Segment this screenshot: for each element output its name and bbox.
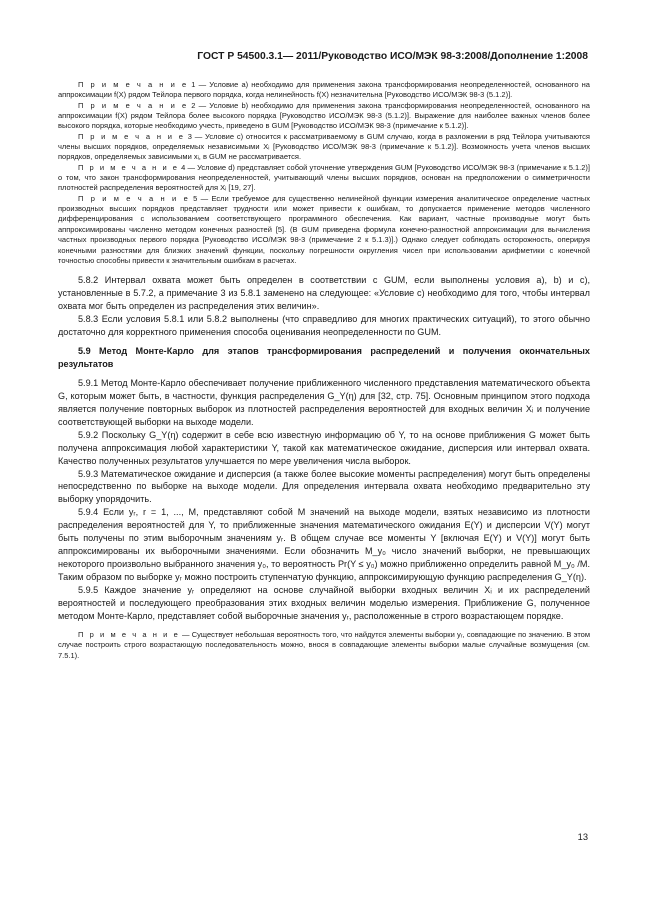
page-number: 13 bbox=[577, 832, 588, 842]
note-4: П р и м е ч а н и е 4 — Условие d) представляет собой уточнение утверждения GUM [Руководство ИСО/МЭК 98-3 (примечание к 5.1.2)] о том, что закон трансформирования неопределенностей, учитывающий члены высших порядков, основан на предположении о симметричности плотностей распределения вероятностей для Xᵢ [19, 27]. bbox=[58, 162, 590, 193]
page-content bbox=[58, 80, 590, 661]
note-5: П р и м е ч а н и е 5 — Если требуемое для существенно нелинейной функции измерения аналитическое определение частных производных высших порядков представляет трудности или может привести к ошибкам, то допускается применение методов численного дифференцирования с использованием соответствующего программного обеспечения. Как вариант, частные производные могут быть аппроксимированы численно методом конечных разностей [5]. (В GUM приведена формула конечно-разностной аппроксимации для вычисления частных производных первого порядка [Руководство ИСО/МЭК 98-3 (примечание 2 к 5.1.3)].) Однако следует соблюдать осторожность, оперируя конечными разностями для близких значений функции, поскольку погрешности округления чисел при использовании арифметики с конечной точностью способны привести к значительным ошибкам в расчетах. bbox=[58, 193, 590, 265]
paragraph-5-9-2: 5.9.2 Поскольку G_Y(η) содержит в себе всю известную информацию об Y, то на основе приближения G может быть получена аппроксимация любой характеристики Y, такой как математическое ожидание, дисперсия или интервал охвата. Качество полученных результатов улучшается по мере увеличения числа выборок. bbox=[58, 429, 590, 466]
paragraph-5-8-3: 5.8.3 Если условия 5.8.1 или 5.8.2 выполнены (что справедливо для многих практических ситуаций), то этого обычно достаточно для корректного применения способа оценивания неопределенности по GUM. bbox=[58, 314, 590, 337]
paragraph-5-8-2: 5.8.2 Интервал охвата может быть определен в соответствии с GUM, если выполнены условия а), b) и c), установленные в 5.7.2, а примечание 3 из 5.8.1 заменено на следующее: «Условие с) необходимо для того, чтобы интервал охвата мог быть определен из распределения этих величин». bbox=[58, 275, 590, 312]
note-1: П р и м е ч а н и е 1 — Условие а) необходимо для применения закона трансформирования неопределенностей, основанного на аппроксимации f(X) рядом Тейлора первого порядка, когда нелинейность f(X) незначительна [Руководство ИСО/МЭК 98-3 (5.1.2)]. bbox=[58, 80, 590, 100]
note-bottom: П р и м е ч а н и е — Существует небольшая вероятность того, что найдутся элементы выборки yᵣ, совпадающие по значению. В этом случае построить строго возрастающую последовательность можно, внося в совпадающие элементы выборки малые случайные возмущения (см. 7.5.1). bbox=[58, 629, 590, 660]
paragraph-5-9-3: 5.9.3 Математическое ожидание и дисперсия (а также более высокие моменты распределения) могут быть определены непосредственно по выборке на выходе модели. Для определения интервала охвата необходимо предварительно эту выборку упорядочить. bbox=[58, 468, 590, 505]
paragraph-5-9-5: 5.9.5 Каждое значение yᵣ определяют на основе случайной выборки входных величин Xᵢ и их распределений вероятностей и последующего преобразования этих входных величин моделью измерения. Приближение G, полученное методом Монте-Карло, представляет собой выборочные значения yᵣ, расположенные в строго возрастающем порядке. bbox=[58, 585, 590, 622]
paragraph-5-9-4: 5.9.4 Если yᵣ, r = 1, ..., M, представляют собой M значений на выходе модели, взятых независимо из плотности распределения вероятностей для Y, то приближенные значения математического ожидания E(Y) и дисперсии V(Y) могут быть получены по этим выборочным значениям yᵣ. В общем случае все моменты Y [включая E(Y) и V(Y)] могут быть аппроксимированы их выборочными значениями. Если обозначить M_y₀ число значений выборки, не превышающих некоторого произвольно выбранного значения y₀, то вероятность Pr(Y ≤ y₀) можно приближенно определить равной M_y₀ /M. Таким образом по выборке yᵣ можно построить ступенчатую функцию, аппроксимирующую функцию распределения G_Y(η). bbox=[58, 507, 590, 583]
note-3: П р и м е ч а н и е 3 — Условие c) относится к рассматриваемому в GUM случаю, когда в разложении в ряд Тейлора учитываются члены высших порядков, определяемых независимыми Xᵢ [Руководство ИСО/МЭК 98-3 (примечание к 5.1.2)]. Возможность учета членов высших порядков, определяемых зависимыми xᵢ, в GUM не рассматривается. bbox=[58, 131, 590, 162]
page-header: ГОСТ Р 54500.3.1— 2011/Руководство ИСО/МЭК 98-3:2008/Дополнение 1:2008 bbox=[197, 51, 588, 62]
paragraph-5-9-1: 5.9.1 Метод Монте-Карло обеспечивает получение приближенного численного представления математического объекта G, которым может быть, в частности, функция распределения G_Y(η) для [32, стр. 75]. Основным принципом этого подхода является получение повторных выборок из плотностей распределения вероятностей для входных величин Xᵢ и получение соответствующей выборки на выходе модели. bbox=[58, 377, 590, 427]
section-heading-5-9: 5.9 Метод Монте-Карло для этапов трансформирования распределений и получения окончательных результатов bbox=[58, 345, 590, 369]
note-2: П р и м е ч а н и е 2 — Условие b) необходимо для применения закона трансформирования неопределенностей, основанного на аппроксимации f(X) рядом Тейлора более высокого порядка [Руководство ИСО/МЭК 98-3 (5.1.2)]. Выражение для наиболее важных членов более высокого порядка, которые необходимо учесть, приведено в GUM [Руководство ИСО/МЭК 98-3 (примечание к 5.1.2)]. bbox=[58, 100, 590, 131]
